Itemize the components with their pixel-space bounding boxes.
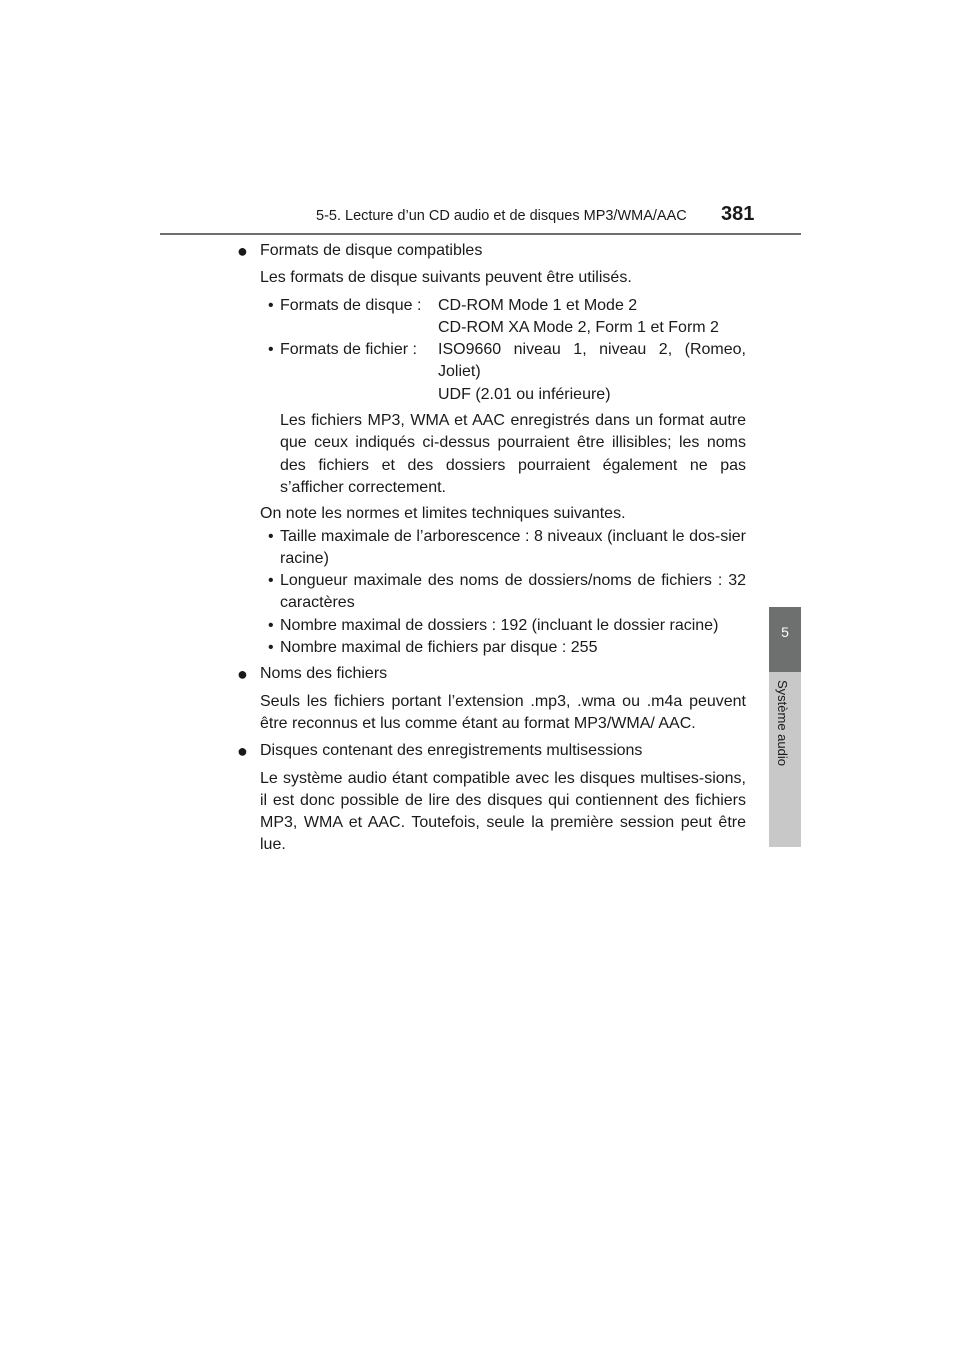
limits-intro: On note les normes et limites techniques suivantes. (260, 505, 626, 523)
filenames-paragraph: Seuls les fichiers portant l’extension .mp3, .wma ou .m4a peuvent être reconnus et lus comme étant au format MP3/WMA/ AAC. (260, 692, 746, 732)
bullet-dot-icon: • (268, 527, 274, 545)
section-heading-filenames (238, 663, 746, 685)
list-item: • Nombre maximal de dossiers : 192 (incluant le dossier racine) (268, 615, 746, 637)
multisession-paragraph: Le système audio étant compatible avec les disques multises-sions, il est donc possible de lire des disques qui contiennent des fichiers MP3, WMA et AAC. Toutefois, seule la première session peut être lue. (260, 769, 746, 854)
format-list (268, 295, 746, 406)
format-label: • Formats de disque : (268, 295, 438, 340)
list-item: • Longueur maximale des noms de dossiers/noms de fichiers : 32 caractères (268, 572, 746, 612)
format-row (268, 295, 746, 340)
format-label: • Formats de fichier : (268, 339, 438, 406)
header-divider (160, 233, 801, 235)
section-header: 5-5. Lecture d’un CD audio et de disques MP3/WMA/AAC (316, 208, 687, 224)
bullet-dot-icon: • (268, 639, 274, 657)
format-note: Les fichiers MP3, WMA et AAC enregistrés dans un format autre que ceux indiqués ci-dessus pourraient être illisibles; les noms des fichiers et des dossiers pourraient également ne pas s’afficher correctement. (280, 412, 746, 496)
format-value: CD-ROM Mode 1 et Mode 2 (438, 296, 638, 314)
format-value: CD-ROM XA Mode 2, Form 1 et Form 2 (438, 318, 719, 336)
heading-text: Formats de disque compatibles (260, 242, 483, 259)
format-values (438, 339, 746, 406)
heading-text: Noms des fichiers (260, 665, 388, 683)
bullet-dot-icon: • (268, 341, 274, 359)
intro-paragraph: Les formats de disque suivants peuvent être utilisés. (260, 269, 632, 287)
format-value: UDF (2.01 ou inférieure) (438, 385, 611, 403)
bullet-icon: ● (237, 741, 248, 762)
heading-text: Disques contenant des enregistrements multisessions (260, 742, 643, 760)
bullet-dot-icon: • (268, 296, 274, 314)
section-heading-formats (238, 240, 746, 262)
bullet-icon: ● (237, 241, 248, 261)
format-value: ISO9660 niveau 1, niveau 2, (Romeo, Joliet) (438, 341, 746, 381)
limits-list (268, 526, 746, 660)
bullet-dot-icon: • (268, 616, 274, 634)
format-row (268, 339, 746, 406)
page-content (238, 240, 746, 862)
list-item: • Nombre maximal de fichiers par disque : 255 (268, 637, 746, 659)
bullet-dot-icon: • (268, 572, 274, 590)
format-values (438, 295, 746, 340)
section-heading-multisession (238, 740, 746, 762)
list-item: • Taille maximale de l’arborescence : 8 niveaux (incluant le dos-sier racine) (268, 527, 746, 567)
page-number: 381 (721, 203, 755, 225)
chapter-title: Système audio (775, 680, 790, 766)
bullet-icon: ● (237, 664, 248, 685)
chapter-number: 5 (781, 624, 789, 640)
